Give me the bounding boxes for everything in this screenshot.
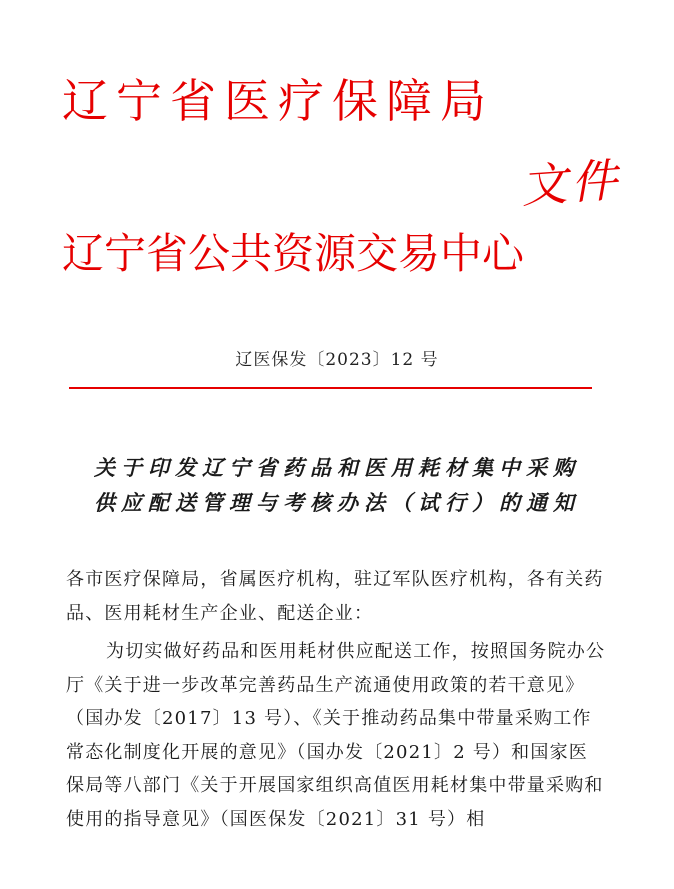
issuer-title-healthcare-security: 辽宁省医疗保障局 xyxy=(62,74,494,128)
addressee-paragraph xyxy=(66,563,606,630)
document-word-stamp: 文件 xyxy=(519,152,623,214)
notice-title-line-2: 供应配送管理与考核办法（试行）的通知 xyxy=(94,490,580,515)
body-paragraph xyxy=(66,635,606,836)
body-paragraph-text: 为切实做好药品和医用耗材供应配送工作，按照国务院办公厅《关于进一步改革完善药品生产流通使用政策的若干意见》（国办发〔2017〕13 号）、《关于推动药品集中带量采购工作常态化制度化开展的意见》（国办发〔2021〕2 号）和国家医保局等八部门《关于开展国家组织高值医用耗材集中带量采购和使用的指导意见》（国医保发〔2021〕31 号）相 xyxy=(66,641,606,830)
red-divider-line xyxy=(69,387,592,389)
issuer-title-public-resources: 辽宁省公共资源交易中心 xyxy=(62,229,525,278)
document-number: 辽医保发〔2023〕12 号 xyxy=(235,350,439,370)
notice-title-line-1: 关于印发辽宁省药品和医用耗材集中采购 xyxy=(94,455,580,480)
addressee-text: 各市医疗保障局，省属医疗机构，驻辽军队医疗机构，各有关药品、医用耗材生产企业、配送企业： xyxy=(66,569,604,624)
